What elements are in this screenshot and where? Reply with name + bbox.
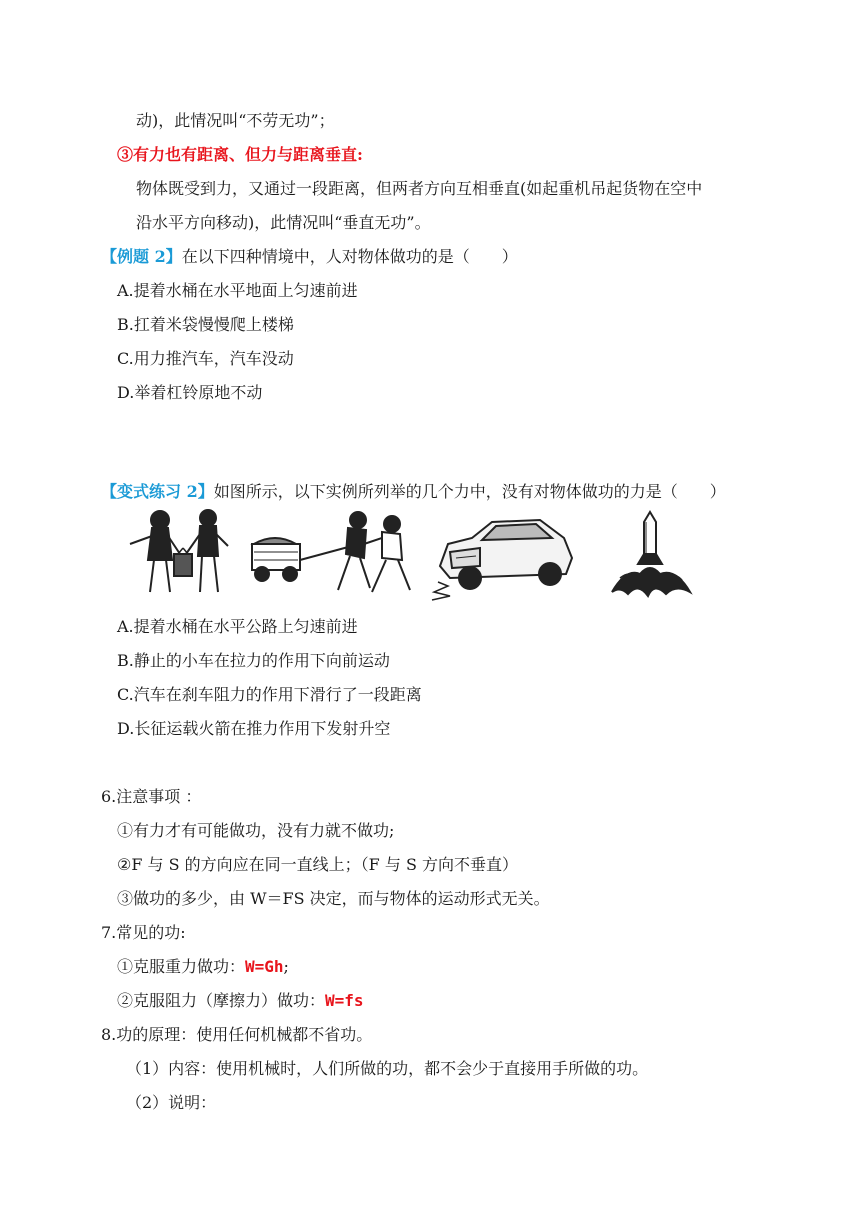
variant-2-tag: 【变式练习 2】 — [101, 482, 214, 501]
example-2-option-d: D.举着杠铃原地不动 — [117, 383, 263, 402]
section-6-item: ①有力才有可能做功，没有力就不做功; — [117, 821, 395, 840]
example-2-option-c: C.用力推汽车，汽车没动 — [117, 349, 294, 368]
subheading-perpendicular-case: ③有力也有距离、但力与距离垂直: — [117, 145, 363, 164]
example-2-question-text: 在以下四种情境中，人对物体做功的是（ ） — [181, 247, 518, 266]
variant-2-option-c: C.汽车在刹车阻力的作用下滑行了一段距离 — [117, 685, 422, 704]
section-7-item-text: ②克服阻力（摩擦力）做功： — [117, 991, 326, 1010]
two-people-carrying-bucket-figure — [130, 510, 228, 592]
variant-2-figures — [120, 508, 720, 604]
variant-2-option-a: A.提着水桶在水平公路上匀速前进 — [117, 617, 358, 636]
braking-car-figure — [432, 520, 572, 600]
section-6-heading: 6.注意事项 ： — [101, 787, 202, 806]
variant-2-question-text: 如图所示，以下实例所列举的几个力中，没有对物体做功的力是（ ） — [213, 482, 726, 501]
body-text-line: 物体既受到力，又通过一段距离，但两者方向互相垂直(如起重机吊起货物在空中 — [136, 179, 703, 198]
formula-w-fs: W=fs — [325, 991, 364, 1010]
example-2-option-b: B.扛着米袋慢慢爬上楼梯 — [117, 315, 294, 334]
variant-2-option-b: B.静止的小车在拉力的作用下向前运动 — [117, 651, 390, 670]
section-7-item-text: ①克服重力做功： — [117, 957, 246, 976]
section-6-item: ③做功的多少，由 W＝FS 决定，而与物体的运动形式无关。 — [117, 889, 550, 908]
section-6-item: ②F 与 S 的方向应在同一直线上；（F 与 S 方向不垂直） — [117, 855, 518, 874]
example-2-question — [101, 246, 518, 268]
section-7-item-friction — [117, 990, 364, 1012]
section-7-heading: 7.常见的功: — [101, 923, 186, 942]
section-7-item-gravity — [117, 956, 289, 978]
formula-w-gh: W=Gh — [245, 957, 284, 976]
section-8-item: （2）说明： — [126, 1093, 217, 1112]
example-2-option-a: A.提着水桶在水平地面上匀速前进 — [117, 281, 358, 300]
section-8-item: （1）内容：使用机械时，人们所做的功，都不会少于直接用手所做的功。 — [126, 1059, 649, 1078]
body-text-line: 动)，此情况叫“不劳无功”； — [136, 111, 335, 130]
variant-2-question — [101, 481, 726, 503]
variant-2-option-d: D.长征运载火箭在推力作用下发射升空 — [117, 719, 391, 738]
example-2-tag: 【例题 2】 — [101, 247, 182, 266]
section-8-heading: 8.功的原理：使用任何机械都不省功。 — [101, 1025, 373, 1044]
body-text-line: 沿水平方向移动)，此情况叫“垂直无功”。 — [136, 213, 431, 232]
section-7-item-suffix: ; — [283, 957, 289, 976]
children-pulling-cart-figure — [252, 512, 410, 592]
rocket-launch-figure — [612, 512, 690, 596]
